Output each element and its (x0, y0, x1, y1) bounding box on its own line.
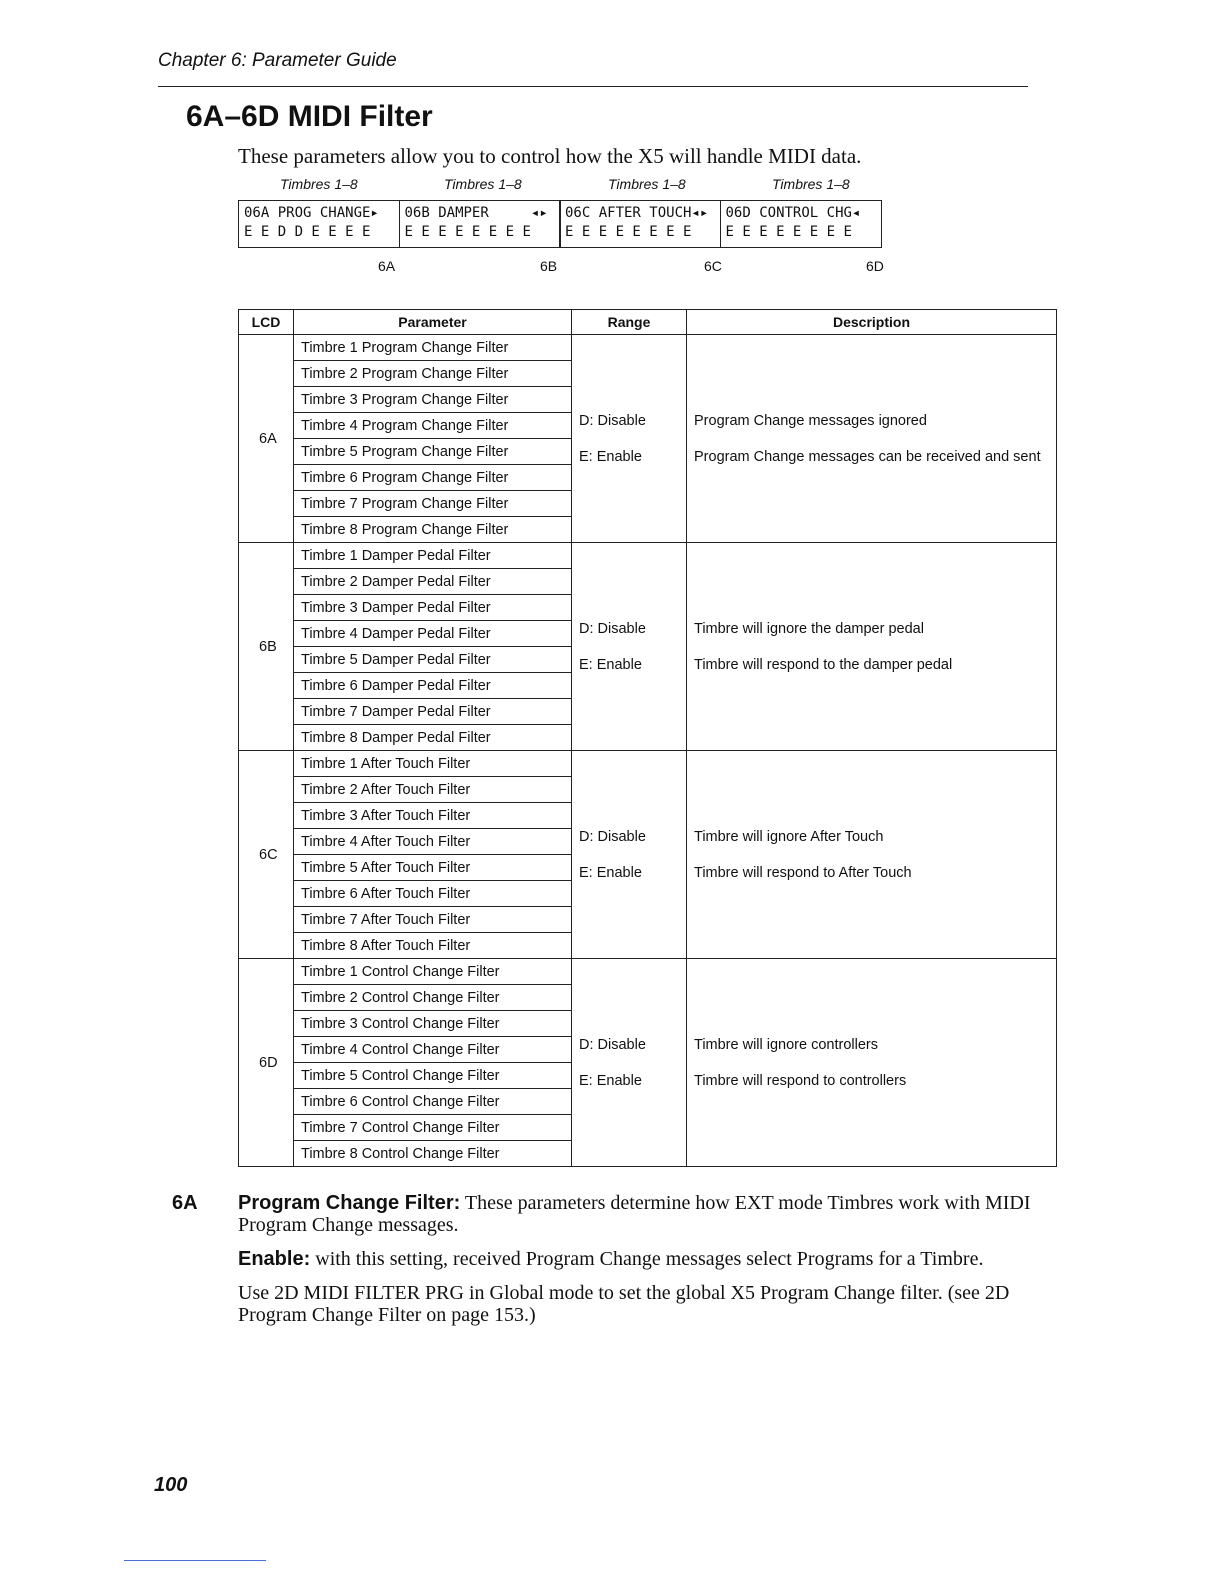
range-option: E: Enable (579, 1072, 642, 1089)
parameter-cell: Timbre 7 Program Change Filter (294, 491, 572, 517)
header-parameter: Parameter (294, 310, 572, 335)
lcd-range-label-6a: Timbres 1–8 (280, 176, 358, 192)
note-text: with this setting, received Program Change messages select Programs for a Timbre. (310, 1248, 984, 1270)
description-line: Timbre will ignore controllers (694, 1036, 878, 1053)
description-line: Program Change messages ignored (694, 412, 927, 429)
range-option: D: Disable (579, 828, 646, 845)
parameter-cell: Timbre 6 After Touch Filter (294, 881, 572, 907)
description-cell (687, 543, 1057, 751)
parameter-cell: Timbre 5 Damper Pedal Filter (294, 647, 572, 673)
lcd-range-label-6b: Timbres 1–8 (444, 176, 522, 192)
parameter-cell: Timbre 6 Program Change Filter (294, 465, 572, 491)
parameter-cell: Timbre 7 After Touch Filter (294, 907, 572, 933)
parameter-cell: Timbre 2 Program Change Filter (294, 361, 572, 387)
description-line: Timbre will ignore the damper pedal (694, 620, 924, 637)
lcd-panel-6c (559, 200, 721, 248)
parameter-cell: Timbre 6 Control Change Filter (294, 1089, 572, 1115)
description-cell (687, 959, 1057, 1167)
section-intro: These parameters allow you to control how the X5 will handle MIDI data. (238, 144, 862, 168)
parameter-table-body (239, 335, 1057, 1167)
parameter-cell: Timbre 1 Damper Pedal Filter (294, 543, 572, 569)
lcd-line-1: 06D CONTROL CHG◂ (725, 205, 861, 221)
parameter-cell: Timbre 5 Program Change Filter (294, 439, 572, 465)
parameter-cell: Timbre 1 After Touch Filter (294, 751, 572, 777)
lcd-line-2: E E E E E E E E (565, 224, 692, 240)
range-option: D: Disable (579, 1036, 646, 1053)
lcd-panel-label-6d: 6D (866, 258, 884, 274)
table-row (239, 751, 1057, 777)
range-cell (572, 335, 687, 543)
lcd-range-label-6c: Timbres 1–8 (608, 176, 686, 192)
parameter-cell: Timbre 3 Program Change Filter (294, 387, 572, 413)
parameter-cell: Timbre 4 Program Change Filter (294, 413, 572, 439)
note-global: Use 2D MIDI FILTER PRG in Global mode to set the global X5 Program Change filter. (see 2D Program Change Filter on page 153.) (238, 1282, 1010, 1326)
description-line: Program Change messages can be received and sent (694, 448, 1041, 465)
table-row (239, 959, 1057, 985)
lcd-line-2: E E D D E E E E (244, 224, 371, 240)
note-term: Program Change Filter: (238, 1192, 461, 1214)
lcd-cell: 6A (239, 335, 294, 543)
header-lcd: LCD (239, 310, 294, 335)
range-option: E: Enable (579, 656, 642, 673)
range-option: E: Enable (579, 448, 642, 465)
parameter-cell: Timbre 8 After Touch Filter (294, 933, 572, 959)
description-line: Timbre will ignore After Touch (694, 828, 884, 845)
parameter-cell: Timbre 2 Damper Pedal Filter (294, 569, 572, 595)
description-line: Timbre will respond to the damper pedal (694, 656, 953, 673)
parameter-cell: Timbre 4 Control Change Filter (294, 1037, 572, 1063)
table-row (239, 335, 1057, 361)
footer-rule (124, 1560, 266, 1561)
table-header-row (239, 310, 1057, 335)
description-cell (687, 751, 1057, 959)
lcd-range-label-6d: Timbres 1–8 (772, 176, 850, 192)
range-option: E: Enable (579, 864, 642, 881)
parameter-cell: Timbre 7 Damper Pedal Filter (294, 699, 572, 725)
range-option: D: Disable (579, 620, 646, 637)
lcd-cell: 6D (239, 959, 294, 1167)
parameter-table (238, 309, 1057, 1167)
note-program-change (238, 1192, 1052, 1236)
range-cell (572, 751, 687, 959)
lcd-cell: 6C (239, 751, 294, 959)
range-option: D: Disable (579, 412, 646, 429)
parameter-cell: Timbre 8 Program Change Filter (294, 517, 572, 543)
page-number: 100 (154, 1474, 188, 1496)
note-text: These parameters determine how EXT mode Timbres work with MIDI Program Change messages. (238, 1192, 1031, 1236)
lcd-line-2: E E E E E E E E (404, 224, 531, 240)
parameter-cell: Timbre 2 Control Change Filter (294, 985, 572, 1011)
lcd-panel-6b (399, 200, 561, 248)
lcd-cell: 6B (239, 543, 294, 751)
lcd-line-1: 06C AFTER TOUCH◂▸ (565, 205, 709, 221)
section-title: 6A–6D MIDI Filter (186, 100, 433, 133)
description-line: Timbre will respond to After Touch (694, 864, 912, 881)
lcd-panel-6d (720, 200, 882, 248)
header-range: Range (572, 310, 687, 335)
parameter-cell: Timbre 5 After Touch Filter (294, 855, 572, 881)
header-rule (158, 86, 1028, 87)
parameter-cell: Timbre 3 After Touch Filter (294, 803, 572, 829)
range-cell (572, 543, 687, 751)
header-description: Description (687, 310, 1057, 335)
lcd-panel-label-6b: 6B (540, 258, 558, 274)
lcd-line-2: E E E E E E E E (725, 224, 852, 240)
parameter-cell: Timbre 6 Damper Pedal Filter (294, 673, 572, 699)
table-row (239, 543, 1057, 569)
lcd-panel-6a (238, 200, 400, 248)
note-enable (238, 1248, 1052, 1270)
lcd-display-row (238, 200, 880, 248)
parameter-cell: Timbre 4 After Touch Filter (294, 829, 572, 855)
lcd-panel-label-6c: 6C (704, 258, 722, 274)
description-line: Timbre will respond to controllers (694, 1072, 907, 1089)
parameter-cell: Timbre 2 After Touch Filter (294, 777, 572, 803)
notes-section (172, 1192, 1052, 1338)
description-cell (687, 335, 1057, 543)
chapter-header: Chapter 6: Parameter Guide (158, 50, 397, 71)
parameter-cell: Timbre 7 Control Change Filter (294, 1115, 572, 1141)
note-term: Enable: (238, 1248, 311, 1270)
parameter-cell: Timbre 3 Control Change Filter (294, 1011, 572, 1037)
parameter-cell: Timbre 5 Control Change Filter (294, 1063, 572, 1089)
lcd-line-1: 06A PROG CHANGE▸ (244, 205, 379, 221)
parameter-cell: Timbre 1 Program Change Filter (294, 335, 572, 361)
parameter-cell: Timbre 4 Damper Pedal Filter (294, 621, 572, 647)
lcd-line-1: 06B DAMPER ◂▸ (404, 205, 548, 221)
lcd-panel-label-6a: 6A (378, 258, 396, 274)
parameter-cell: Timbre 8 Control Change Filter (294, 1141, 572, 1167)
notes-label: 6A (172, 1192, 198, 1214)
parameter-cell: Timbre 3 Damper Pedal Filter (294, 595, 572, 621)
range-cell (572, 959, 687, 1167)
parameter-cell: Timbre 8 Damper Pedal Filter (294, 725, 572, 751)
parameter-cell: Timbre 1 Control Change Filter (294, 959, 572, 985)
